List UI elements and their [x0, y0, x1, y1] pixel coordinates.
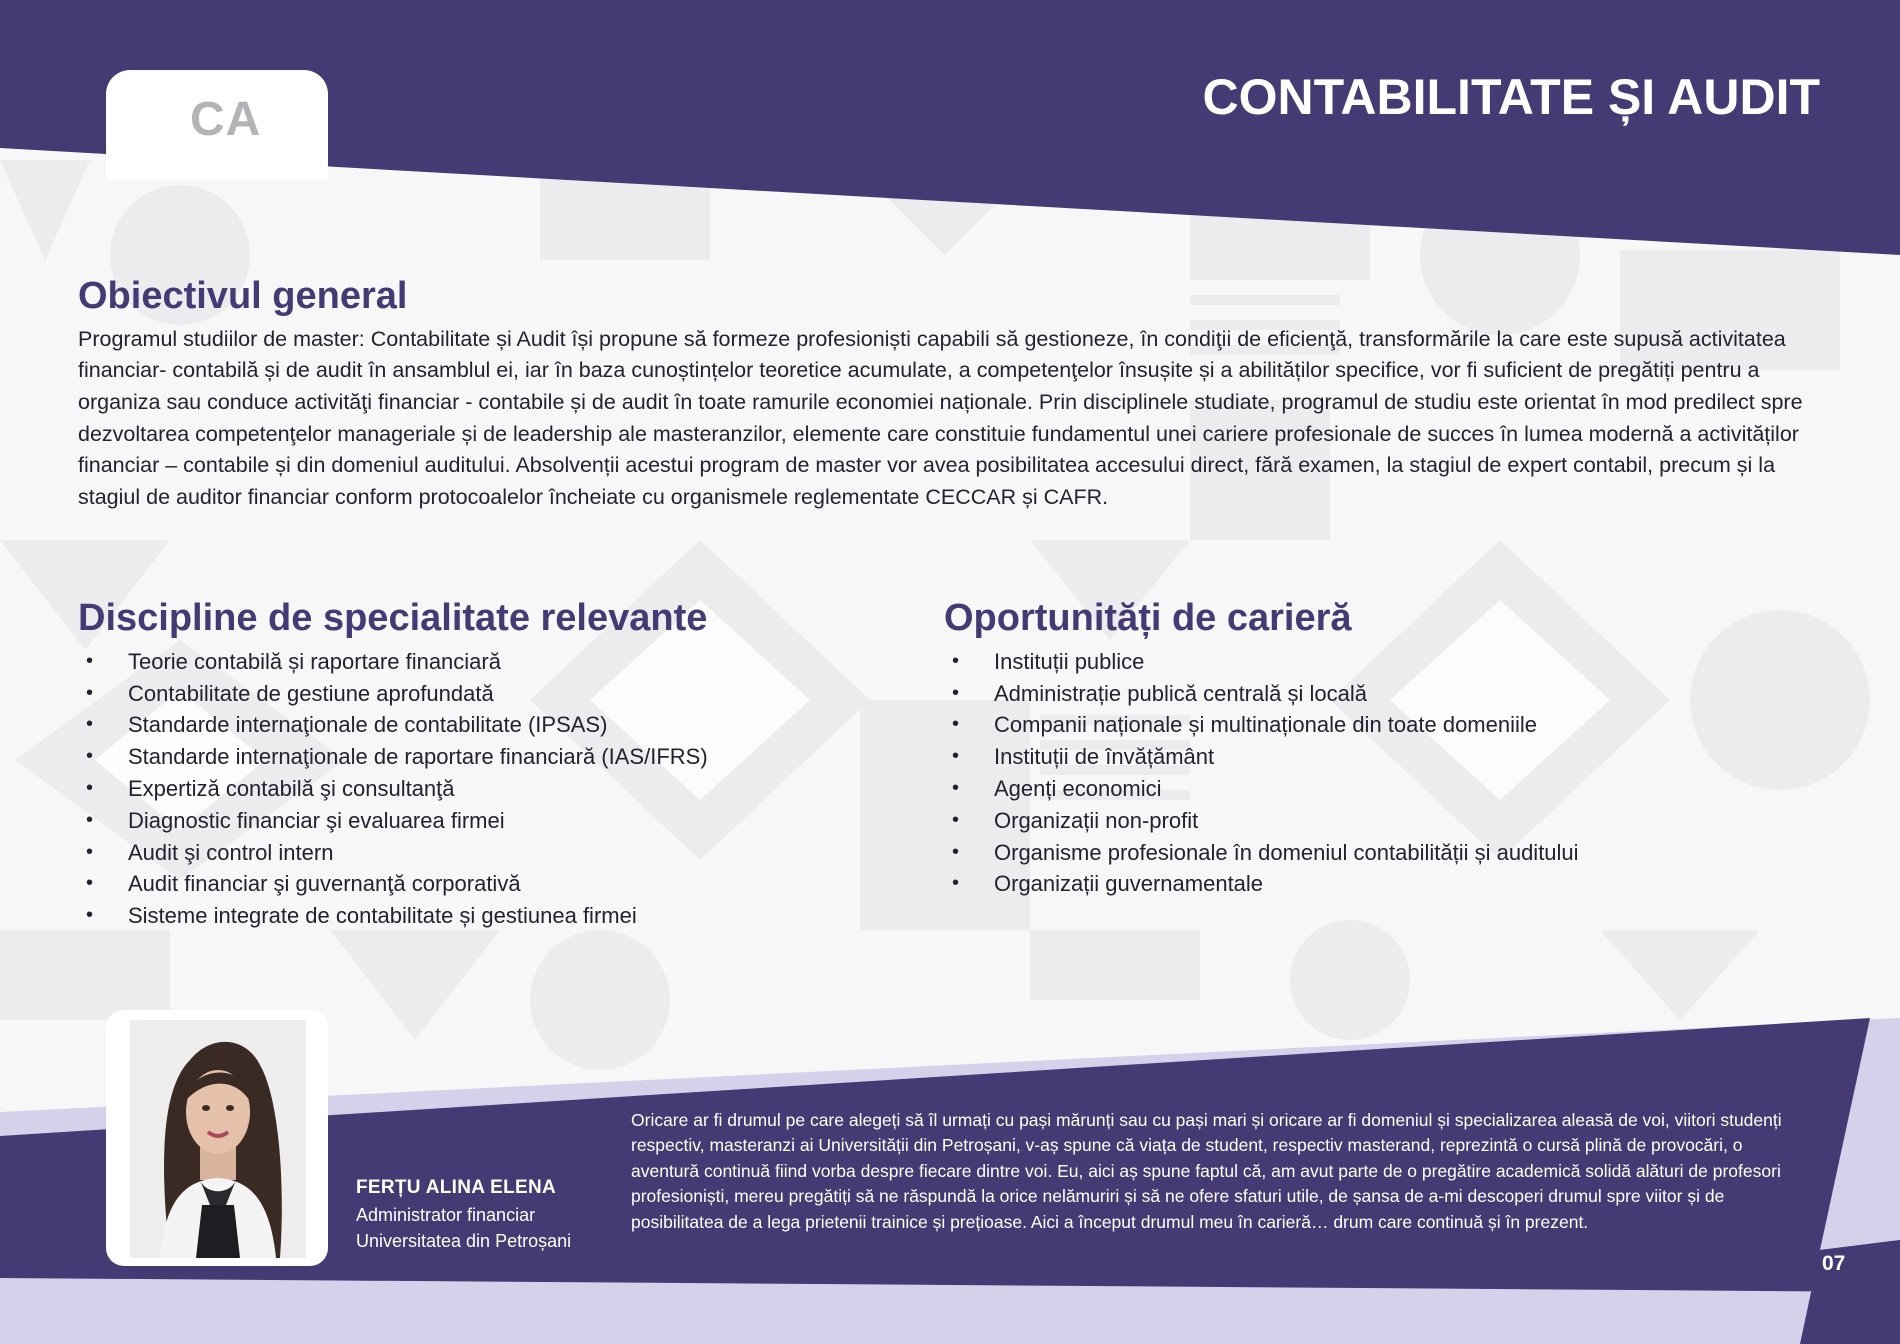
testimonial-quote: Oricare ar fi drumul pe care alegeți să îl urmați cu pași mărunți sau cu pași mari și oricare ar fi domeniul și specializarea aleasă de voi, viitori studenți respectiv, masteranzi ai Universității din Petroșani, v-aș spune că viața de student, respectiv masterand, reprezintă o cursă plină de provocări, o aventură continuă fiind vorba despre fiecare dintre voi. Eu, aici aș spune faptul că, am avut parte de o pregătire academică solidă alături de profesori profesioniști, mereu pregătiți să ne răspundă la orice nelămuriri și să ne ofere sfaturi utile, de șansa de a-mi descoperi drumul spre viitor și de posibilitatea de a lega prietenii trainice și prețioase. Aici a început drumul meu în carieră… drum care continuă și în prezent.	[631, 1110, 1782, 1232]
disciplines-list	[78, 646, 898, 932]
careers-section	[944, 598, 1824, 900]
list-item: • Organizații guvernamentale	[944, 868, 1824, 900]
testimonial-photo	[130, 1020, 306, 1258]
careers-list	[944, 646, 1824, 900]
page-title: CONTABILITATE ȘI AUDIT	[1202, 69, 1820, 125]
list-item: • Audit şi control intern	[78, 837, 898, 869]
objective-section	[78, 276, 1818, 513]
list-item: • Organisme profesionale în domeniul contabilității și auditului	[944, 837, 1824, 869]
list-item: • Organizații non-profit	[944, 805, 1824, 837]
testimonial-person	[356, 1174, 571, 1254]
list-item: • Agenți economici	[944, 773, 1824, 805]
disciplines-heading: Discipline de specialitate relevante	[78, 597, 708, 639]
list-item: • Teorie contabilă și raportare financiară	[78, 646, 898, 678]
list-item: • Sisteme integrate de contabilitate și gestiunea firmei	[78, 900, 898, 932]
list-item: • Diagnostic financiar şi evaluarea firmei	[78, 805, 898, 837]
person-organization: Universitatea din Petroșani	[356, 1231, 572, 1251]
list-item: • Companii naționale și multinaționale din toate domeniile	[944, 709, 1824, 741]
list-item: • Administrație publică centrală și locală	[944, 678, 1824, 710]
objective-text: Programul studiilor de master: Contabilitate și Audit își propune să formeze profesioniști capabili să gestioneze, în condiţii de eficienţă, transformările la care este supusă activitatea financiar- contabilă și de audit în ansamblul ei, iar în baza cunoștințelor teoretice acumulate, a competenţelor însușite și a abilităților specifice, vor fi suficient de pregătiți pentru a organiza sau conduce activităţi financiar - contabile și de audit în toate ramurile economiei naționale. Prin disciplinele studiate, programul de studiu este orientat în mod predilect spre dezvoltarea competenţelor manageriale și de leadership ale masteranzilor, elemente care constituie fundamentul unei cariere profesionale de succes în lumea modernă a activităților financiar – contabile și din domeniul auditului. Absolvenții acestui program de master vor avea posibilitatea accesului direct, fără examen, la stagiul de expert contabil, precum și la stagiul de auditor financiar conform protocoalelor încheiate cu organismele reglementate CECCAR și CAFR.	[78, 326, 1803, 509]
objective-heading: Obiectivul general	[78, 275, 408, 317]
list-item: • Instituții de învățământ	[944, 741, 1824, 773]
page-number: 07	[1822, 1252, 1846, 1275]
person-name: FERȚU ALINA ELENA	[356, 1177, 557, 1198]
disciplines-section	[78, 598, 898, 932]
section-code: CA	[190, 93, 262, 146]
photo-card	[106, 1010, 328, 1266]
list-item: • Contabilitate de gestiune aprofundată	[78, 678, 898, 710]
list-item: • Instituții publice	[944, 646, 1824, 678]
list-item: • Standarde internaţionale de contabilitate (IPSAS)	[78, 709, 898, 741]
careers-heading: Oportunități de carieră	[944, 597, 1352, 639]
list-item: • Expertiză contabilă şi consultanţă	[78, 773, 898, 805]
person-role: Administrator financiar	[356, 1205, 536, 1225]
list-item: • Standarde internaţionale de raportare financiară (IAS/IFRS)	[78, 741, 898, 773]
list-item: • Audit financiar şi guvernanţă corporativă	[78, 868, 898, 900]
